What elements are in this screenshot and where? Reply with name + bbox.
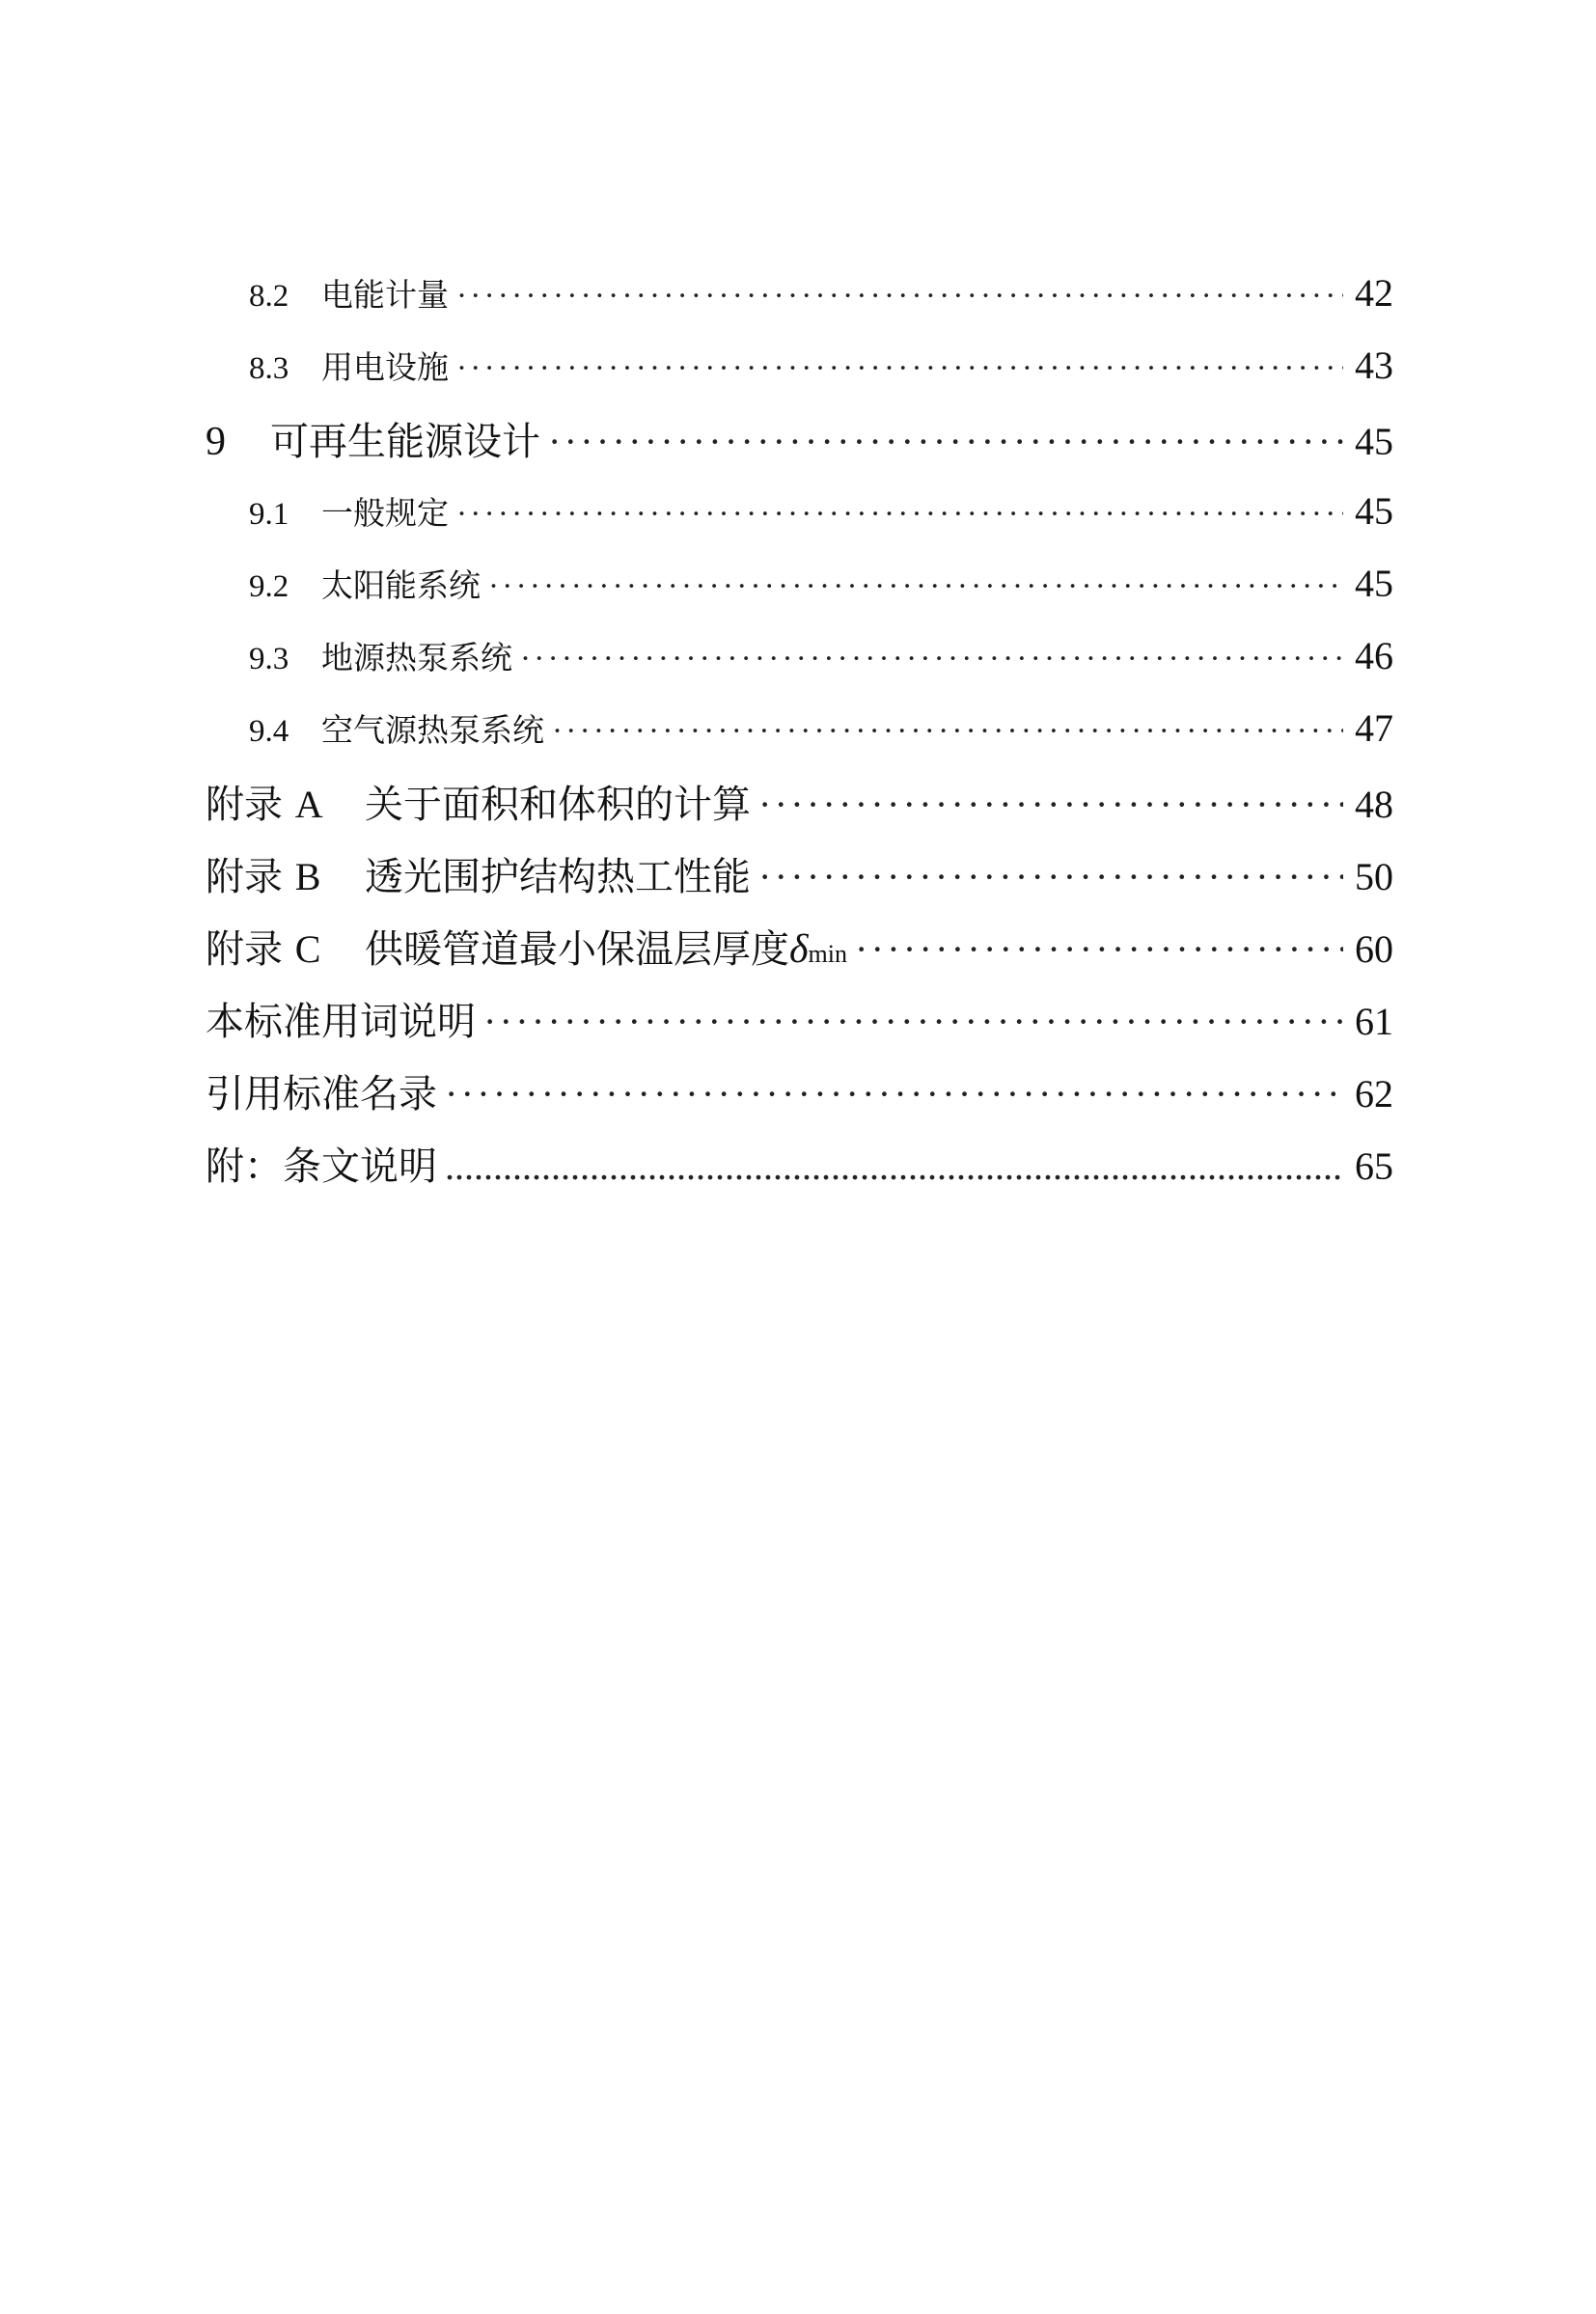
- appendix-label: [206, 846, 365, 901]
- dot-leader: [552, 714, 1343, 750]
- page-number: 65: [1355, 1144, 1393, 1188]
- page-number: 42: [1355, 271, 1393, 315]
- toc-entry-clause-explanation[interactable]: [206, 1136, 1393, 1192]
- appendix-label: [206, 774, 365, 829]
- page-number: 47: [1355, 706, 1393, 750]
- page-number: 45: [1355, 420, 1393, 463]
- dot-leader: [456, 351, 1343, 387]
- dot-leader: [488, 569, 1343, 605]
- toc-entry-appendix-c[interactable]: [206, 919, 1393, 975]
- appendix-word: 附录: [206, 783, 283, 827]
- page-number: 61: [1355, 1000, 1393, 1043]
- section-title: 地源热泵系统: [321, 639, 512, 676]
- section-number: 9.2: [249, 569, 289, 604]
- section-number: 9.4: [249, 714, 289, 749]
- page-number: 50: [1355, 855, 1393, 898]
- toc-entry-9-1[interactable]: [249, 488, 1393, 537]
- dot-leader: [758, 782, 1343, 827]
- toc-entry-chapter-9[interactable]: [206, 411, 1393, 467]
- toc-entry-8-2[interactable]: [249, 270, 1393, 318]
- entry-title: 本标准用词说明: [206, 1000, 476, 1044]
- toc-entry-8-3[interactable]: [249, 343, 1393, 391]
- page-number: 46: [1355, 634, 1393, 677]
- dot-leader: [548, 419, 1343, 464]
- toc-entry-9-2[interactable]: [249, 561, 1393, 609]
- appendix-word: 附录: [206, 927, 283, 972]
- section-number: 8.3: [249, 351, 289, 386]
- section-number: 8.2: [249, 279, 289, 314]
- section-title: 电能计量: [321, 276, 449, 314]
- appendix-letter: B: [294, 855, 321, 898]
- appendix-title: 透光围护结构热工性能: [365, 855, 751, 899]
- appendix-title: 供暖管道最小保温层厚度: [365, 927, 789, 972]
- toc-entry-appendix-a[interactable]: [206, 774, 1393, 830]
- page-number: 43: [1355, 344, 1393, 387]
- section-title: 用电设施: [321, 348, 449, 386]
- page-number: 60: [1355, 927, 1393, 971]
- chapter-title: 可再生能源设计: [270, 420, 540, 464]
- dot-leader: [445, 1143, 1343, 1189]
- page-number: 48: [1355, 783, 1393, 826]
- chapter-number: 9: [206, 420, 226, 464]
- appendix-label: [206, 919, 365, 974]
- delta-subscript: min: [808, 940, 847, 968]
- section-number: 9.1: [249, 497, 289, 532]
- appendix-title: 关于面积和体积的计算: [365, 783, 751, 827]
- toc-entry-9-3[interactable]: [249, 633, 1393, 681]
- entry-title: 引用标准名录: [206, 1072, 437, 1116]
- dot-leader: [520, 642, 1343, 677]
- delta-symbol: δ: [789, 927, 809, 972]
- dot-leader: [855, 926, 1343, 972]
- toc-entry-9-4[interactable]: [249, 705, 1393, 754]
- section-title: 空气源热泵系统: [321, 711, 544, 749]
- page-number: 45: [1355, 562, 1393, 605]
- dot-leader: [758, 854, 1343, 899]
- section-title: 一般规定: [321, 494, 449, 532]
- appendix-word: 附录: [206, 855, 283, 899]
- dot-leader: [456, 497, 1343, 533]
- section-title: 太阳能系统: [321, 566, 481, 604]
- dot-leader: [456, 279, 1343, 315]
- dot-leader: [445, 1071, 1343, 1116]
- toc-entry-appendix-b[interactable]: [206, 846, 1393, 902]
- toc-entry-terminology[interactable]: [206, 991, 1393, 1047]
- appendix-letter: C: [294, 927, 321, 971]
- entry-title: 附：条文说明: [206, 1144, 437, 1189]
- dot-leader: [483, 999, 1343, 1044]
- page-number: 45: [1355, 489, 1393, 533]
- toc-entry-referenced-standards[interactable]: [206, 1063, 1393, 1119]
- appendix-letter: A: [294, 783, 323, 826]
- page-number: 62: [1355, 1072, 1393, 1116]
- section-number: 9.3: [249, 642, 289, 676]
